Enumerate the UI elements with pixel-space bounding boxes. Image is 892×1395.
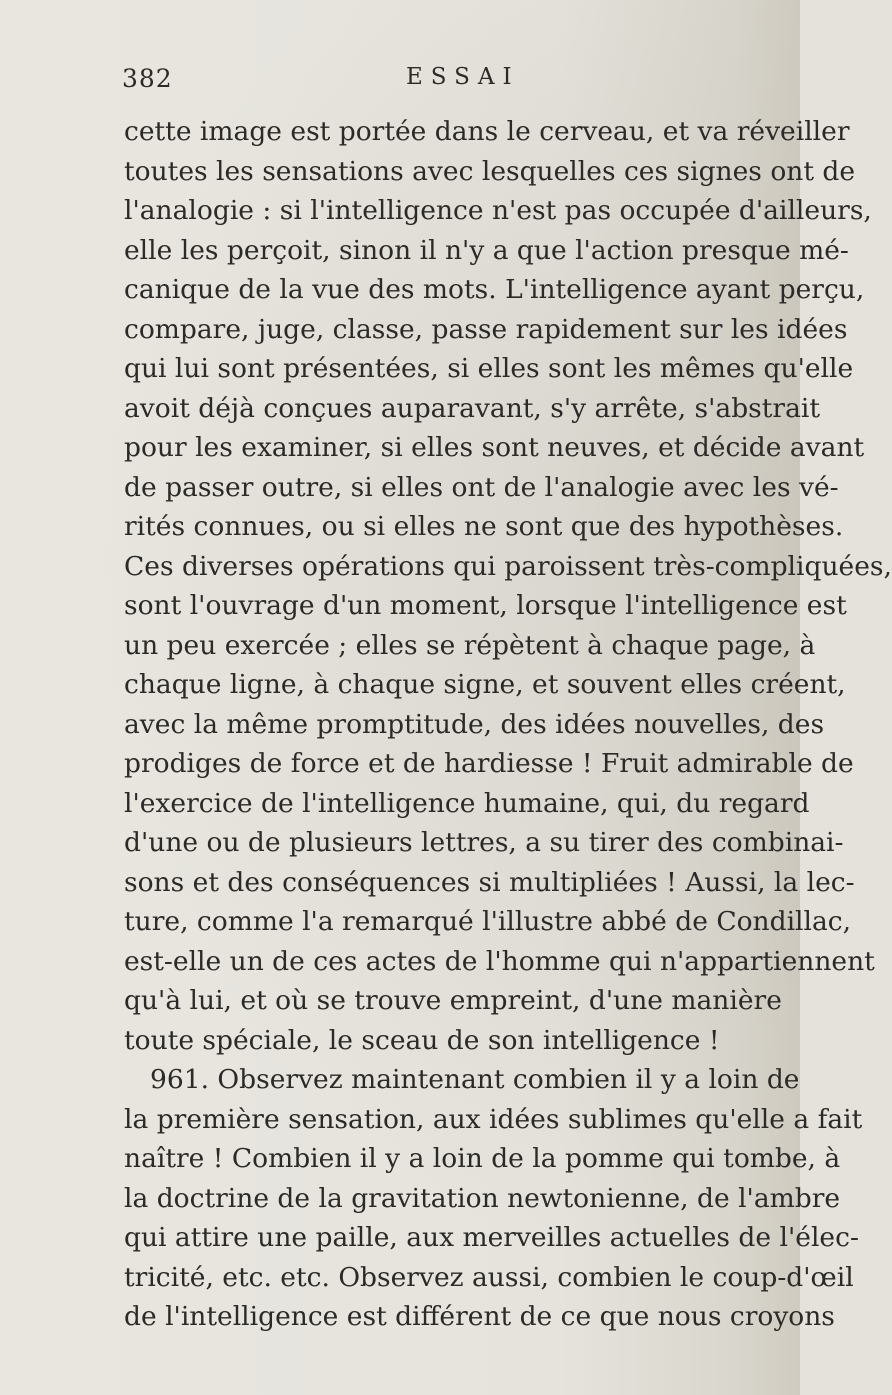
text-line: de l'intelligence est différent de ce que nous croyons — [124, 1301, 835, 1332]
running-head: ESSAI — [406, 64, 520, 90]
page-number: 382 — [122, 64, 173, 93]
text-line: chaque ligne, à chaque signe, et souvent elles créent, — [124, 669, 846, 700]
text-line: Ces diverses opérations qui paroissent très-compliquées, — [124, 550, 892, 582]
text-line: qu'à lui, et où se trouve empreint, d'une manière — [124, 985, 782, 1016]
text-line: sons et des conséquences si multipliées ! Aussi, la lec- — [124, 866, 855, 898]
text-line: pour les examiner, si elles sont neuves, et décide avant — [124, 432, 865, 463]
text-line: toutes les sensations avec lesquelles ces signes ont de — [124, 155, 856, 187]
text-line: qui lui sont présentées, si elles sont les mêmes qu'elle — [124, 353, 854, 384]
text-line: l'analogie : si l'intelligence n'est pas occupée d'ailleurs, — [124, 195, 872, 226]
text-line: canique de la vue des mots. L'intelligence ayant perçu, — [124, 274, 865, 305]
text-line: ture, comme l'a remarqué l'illustre abbé de Condillac, — [124, 906, 852, 937]
text-line: elle les perçoit, sinon il n'y a que l'action presque mé- — [124, 234, 849, 266]
text-line: qui attire une paille, aux merveilles actuelles de l'élec- — [124, 1222, 859, 1253]
text-line: sont l'ouvrage d'un moment, lorsque l'intelligence est — [124, 590, 847, 621]
text-line: naître ! Combien il y a loin de la pomme qui tombe, à — [124, 1143, 841, 1174]
text-line: de passer outre, si elles ont de l'analogie avec les vé- — [124, 471, 839, 503]
text-line: prodiges de force et de hardiesse ! Fruit admirable de — [124, 748, 854, 779]
text-line: est-elle un de ces actes de l'homme qui n'appartiennent — [124, 945, 875, 977]
text-line: l'exercice de l'intelligence humaine, qui, du regard — [124, 787, 810, 819]
paragraph-start-line: 961. Observez maintenant combien il y a loin de — [150, 1064, 800, 1095]
paragraph-end-line: toute spéciale, le sceau de son intelligence ! — [124, 1024, 720, 1056]
text-line: la première sensation, aux idées sublimes qu'elle a fait — [124, 1103, 863, 1135]
text-line: la doctrine de la gravitation newtonienne, de l'ambre — [124, 1182, 841, 1214]
text-line: avec la même promptitude, des idées nouvelles, des — [124, 708, 825, 740]
body-text — [124, 112, 892, 1337]
page-header — [122, 62, 682, 102]
text-line: un peu exercée ; elles se répètent à chaque page, à — [124, 629, 816, 661]
text-line: tricité, etc. etc. Observez aussi, combien le coup-d'œil — [124, 1261, 854, 1293]
text-line: rités connues, ou si elles ne sont que des hypothèses. — [124, 511, 844, 542]
text-line: cette image est portée dans le cerveau, et va réveiller — [124, 116, 850, 147]
text-line: avoit déjà conçues auparavant, s'y arrête, s'abstrait — [124, 392, 821, 424]
text-line: d'une ou de plusieurs lettres, a su tirer des combinai- — [124, 827, 844, 858]
text-line: compare, juge, classe, passe rapidement sur les idées — [124, 313, 848, 345]
